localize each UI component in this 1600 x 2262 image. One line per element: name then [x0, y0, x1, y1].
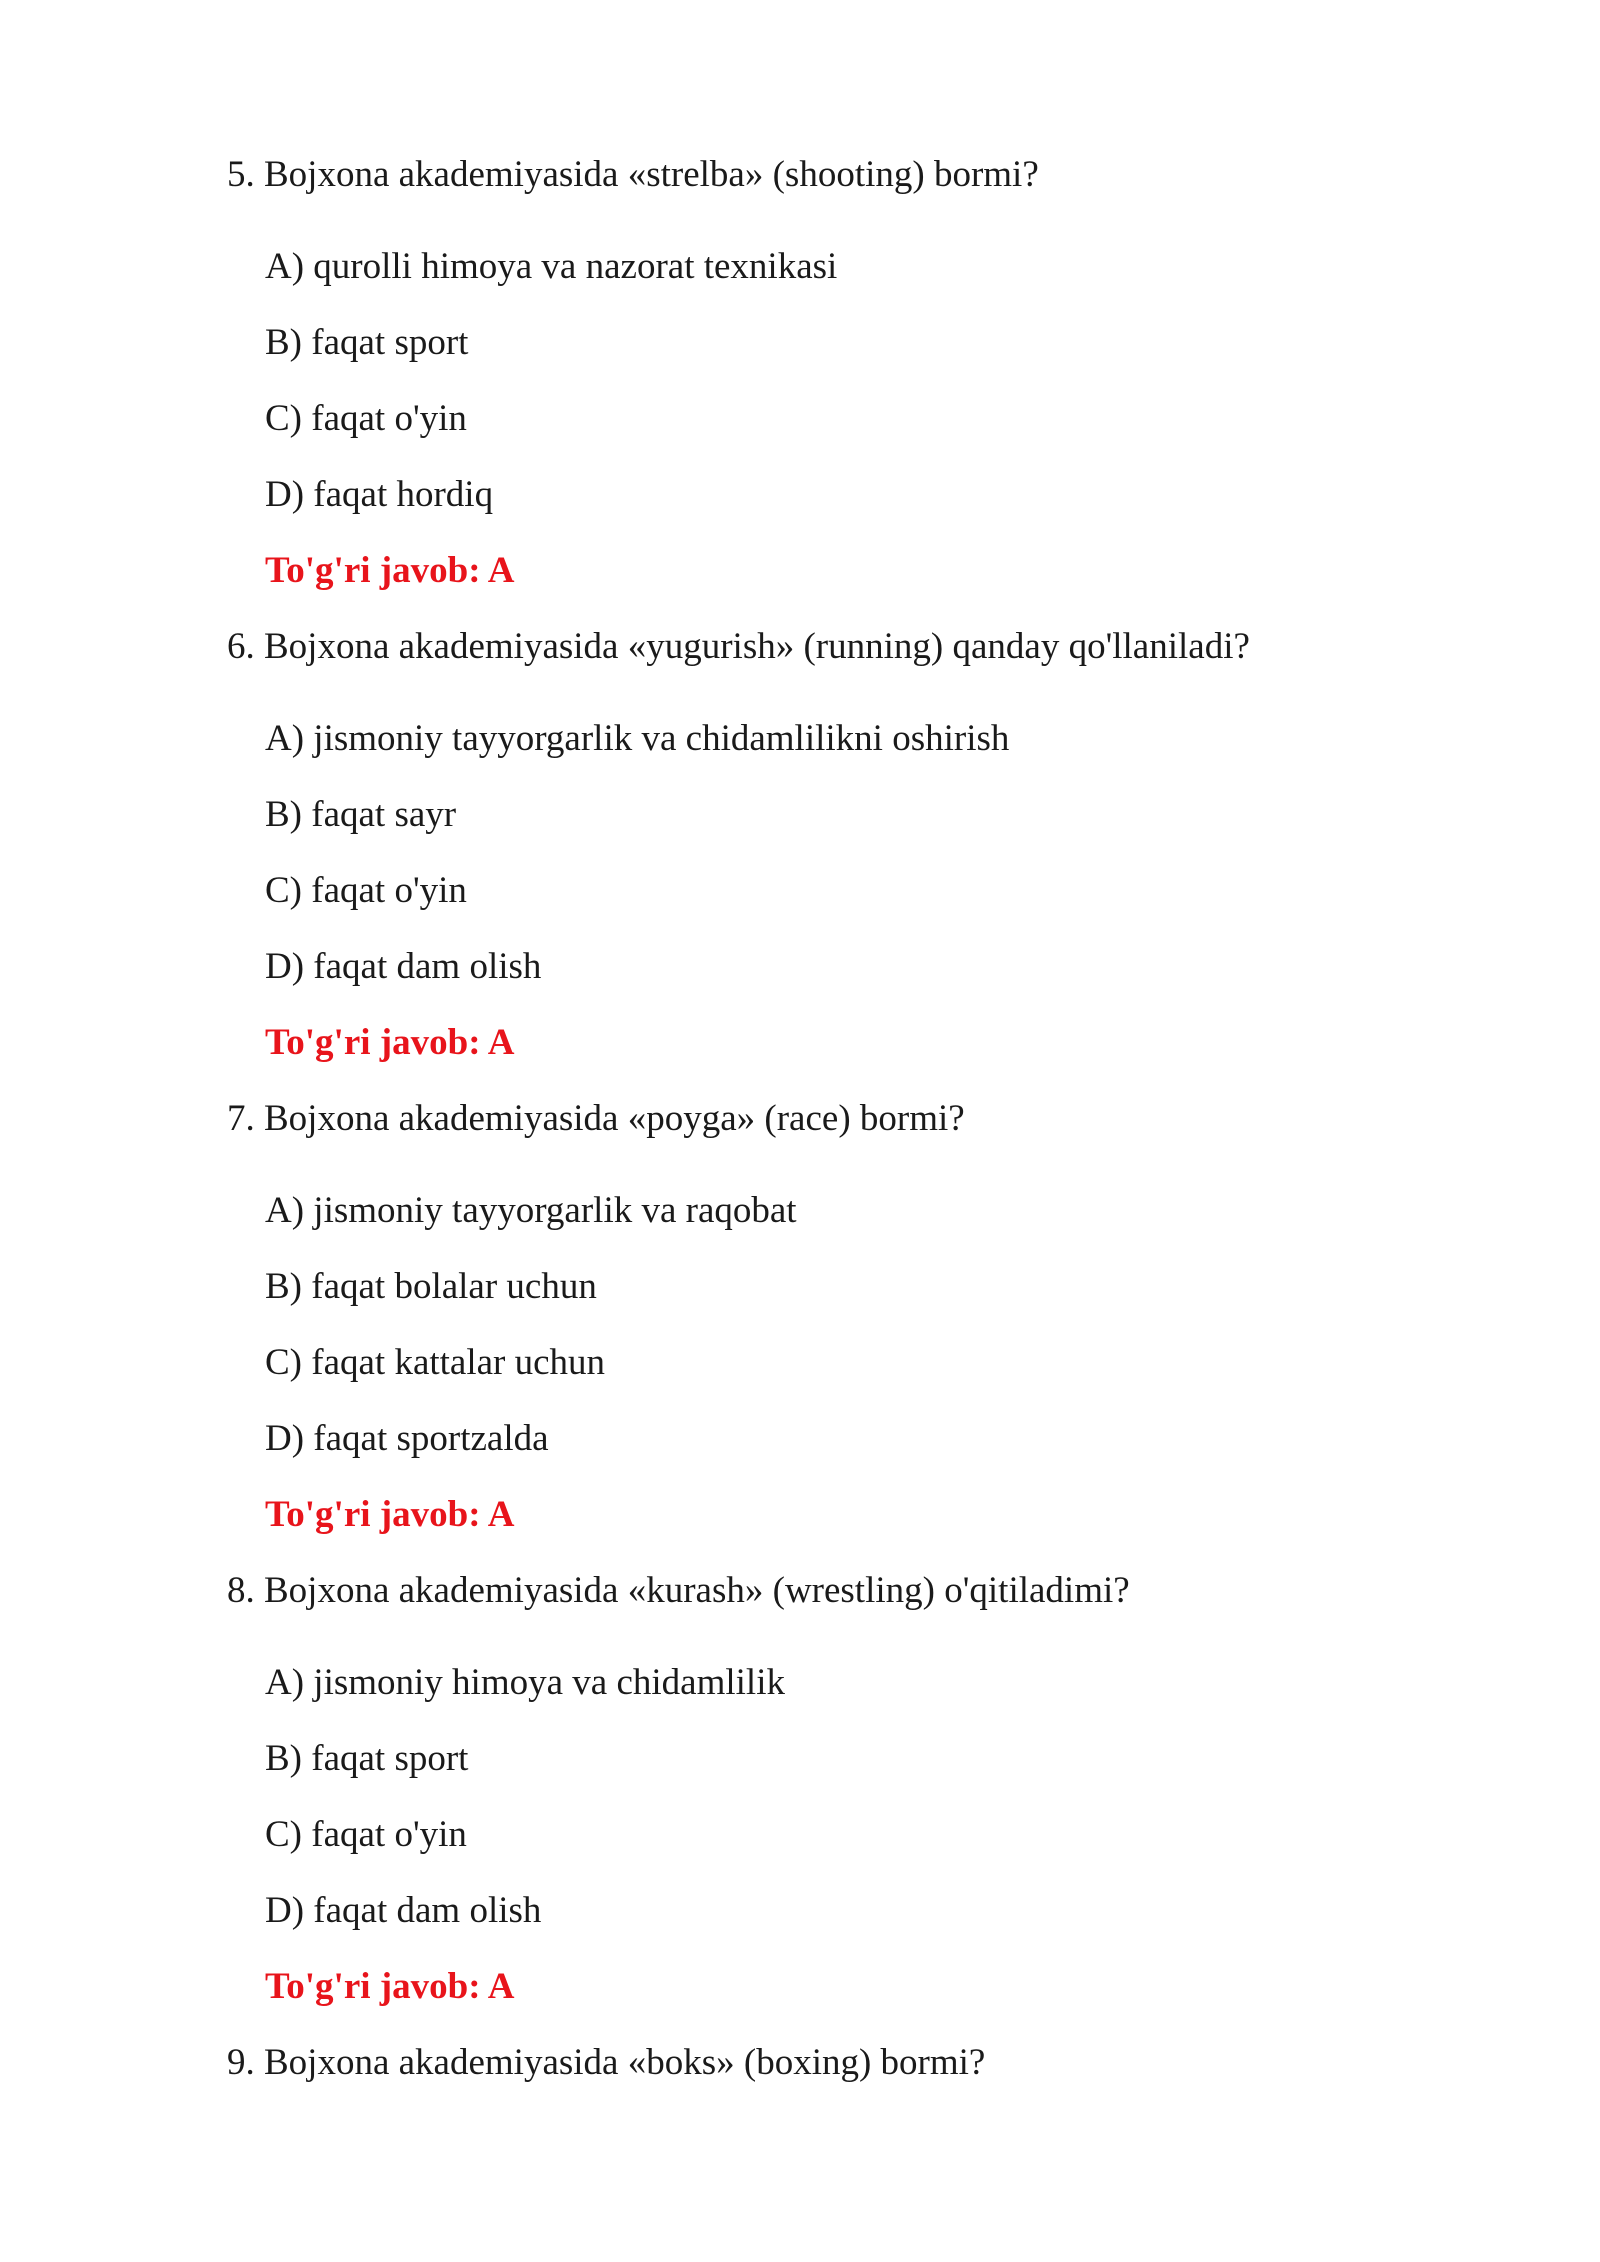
option-b: B) faqat sport: [265, 322, 469, 363]
correct-answer: To'g'ri javob: A: [265, 550, 515, 591]
option-d: D) faqat dam olish: [265, 946, 542, 987]
option-c: C) faqat kattalar uchun: [265, 1342, 606, 1383]
option-list: [227, 1653, 1427, 2017]
question-title: 6. Bojxona akademiyasida «yugurish» (running) qanday qo'llaniladi?: [227, 626, 1250, 667]
option-c: C) faqat o'yin: [265, 1814, 467, 1855]
question-block-7: [227, 1089, 1427, 1545]
question-title: 7. Bojxona akademiyasida «poyga» (race) bormi?: [227, 1098, 965, 1139]
question-block-5: [227, 145, 1427, 601]
option-b: B) faqat sayr: [265, 794, 457, 835]
option-d: D) faqat sportzalda: [265, 1418, 549, 1459]
option-a: A) jismoniy tayyorgarlik va raqobat: [265, 1190, 797, 1231]
option-list: [227, 1181, 1427, 1545]
option-list: [227, 237, 1427, 601]
option-a: A) jismoniy himoya va chidamlilik: [265, 1662, 785, 1703]
question-block-9: [227, 2033, 1427, 2093]
option-a: A) jismoniy tayyorgarlik va chidamlilikni oshirish: [265, 718, 1010, 759]
question-block-8: [227, 1561, 1427, 2017]
question-title: 9. Bojxona akademiyasida «boks» (boxing) bormi?: [227, 2042, 986, 2083]
question-title: 8. Bojxona akademiyasida «kurash» (wrestling) o'qitiladimi?: [227, 1570, 1130, 1611]
option-b: B) faqat sport: [265, 1738, 469, 1779]
correct-answer: To'g'ri javob: A: [265, 1494, 515, 1535]
question-block-6: [227, 617, 1427, 1073]
option-b: B) faqat bolalar uchun: [265, 1266, 597, 1307]
option-a: A) qurolli himoya va nazorat texnikasi: [265, 246, 838, 287]
correct-answer: To'g'ri javob: A: [265, 1966, 515, 2007]
option-c: C) faqat o'yin: [265, 398, 467, 439]
quiz-content: [227, 145, 1427, 2093]
option-d: D) faqat dam olish: [265, 1890, 542, 1931]
option-list: [227, 709, 1427, 1073]
option-d: D) faqat hordiq: [265, 474, 494, 515]
option-c: C) faqat o'yin: [265, 870, 467, 911]
question-title: 5. Bojxona akademiyasida «strelba» (shooting) bormi?: [227, 154, 1039, 195]
correct-answer: To'g'ri javob: A: [265, 1022, 515, 1063]
